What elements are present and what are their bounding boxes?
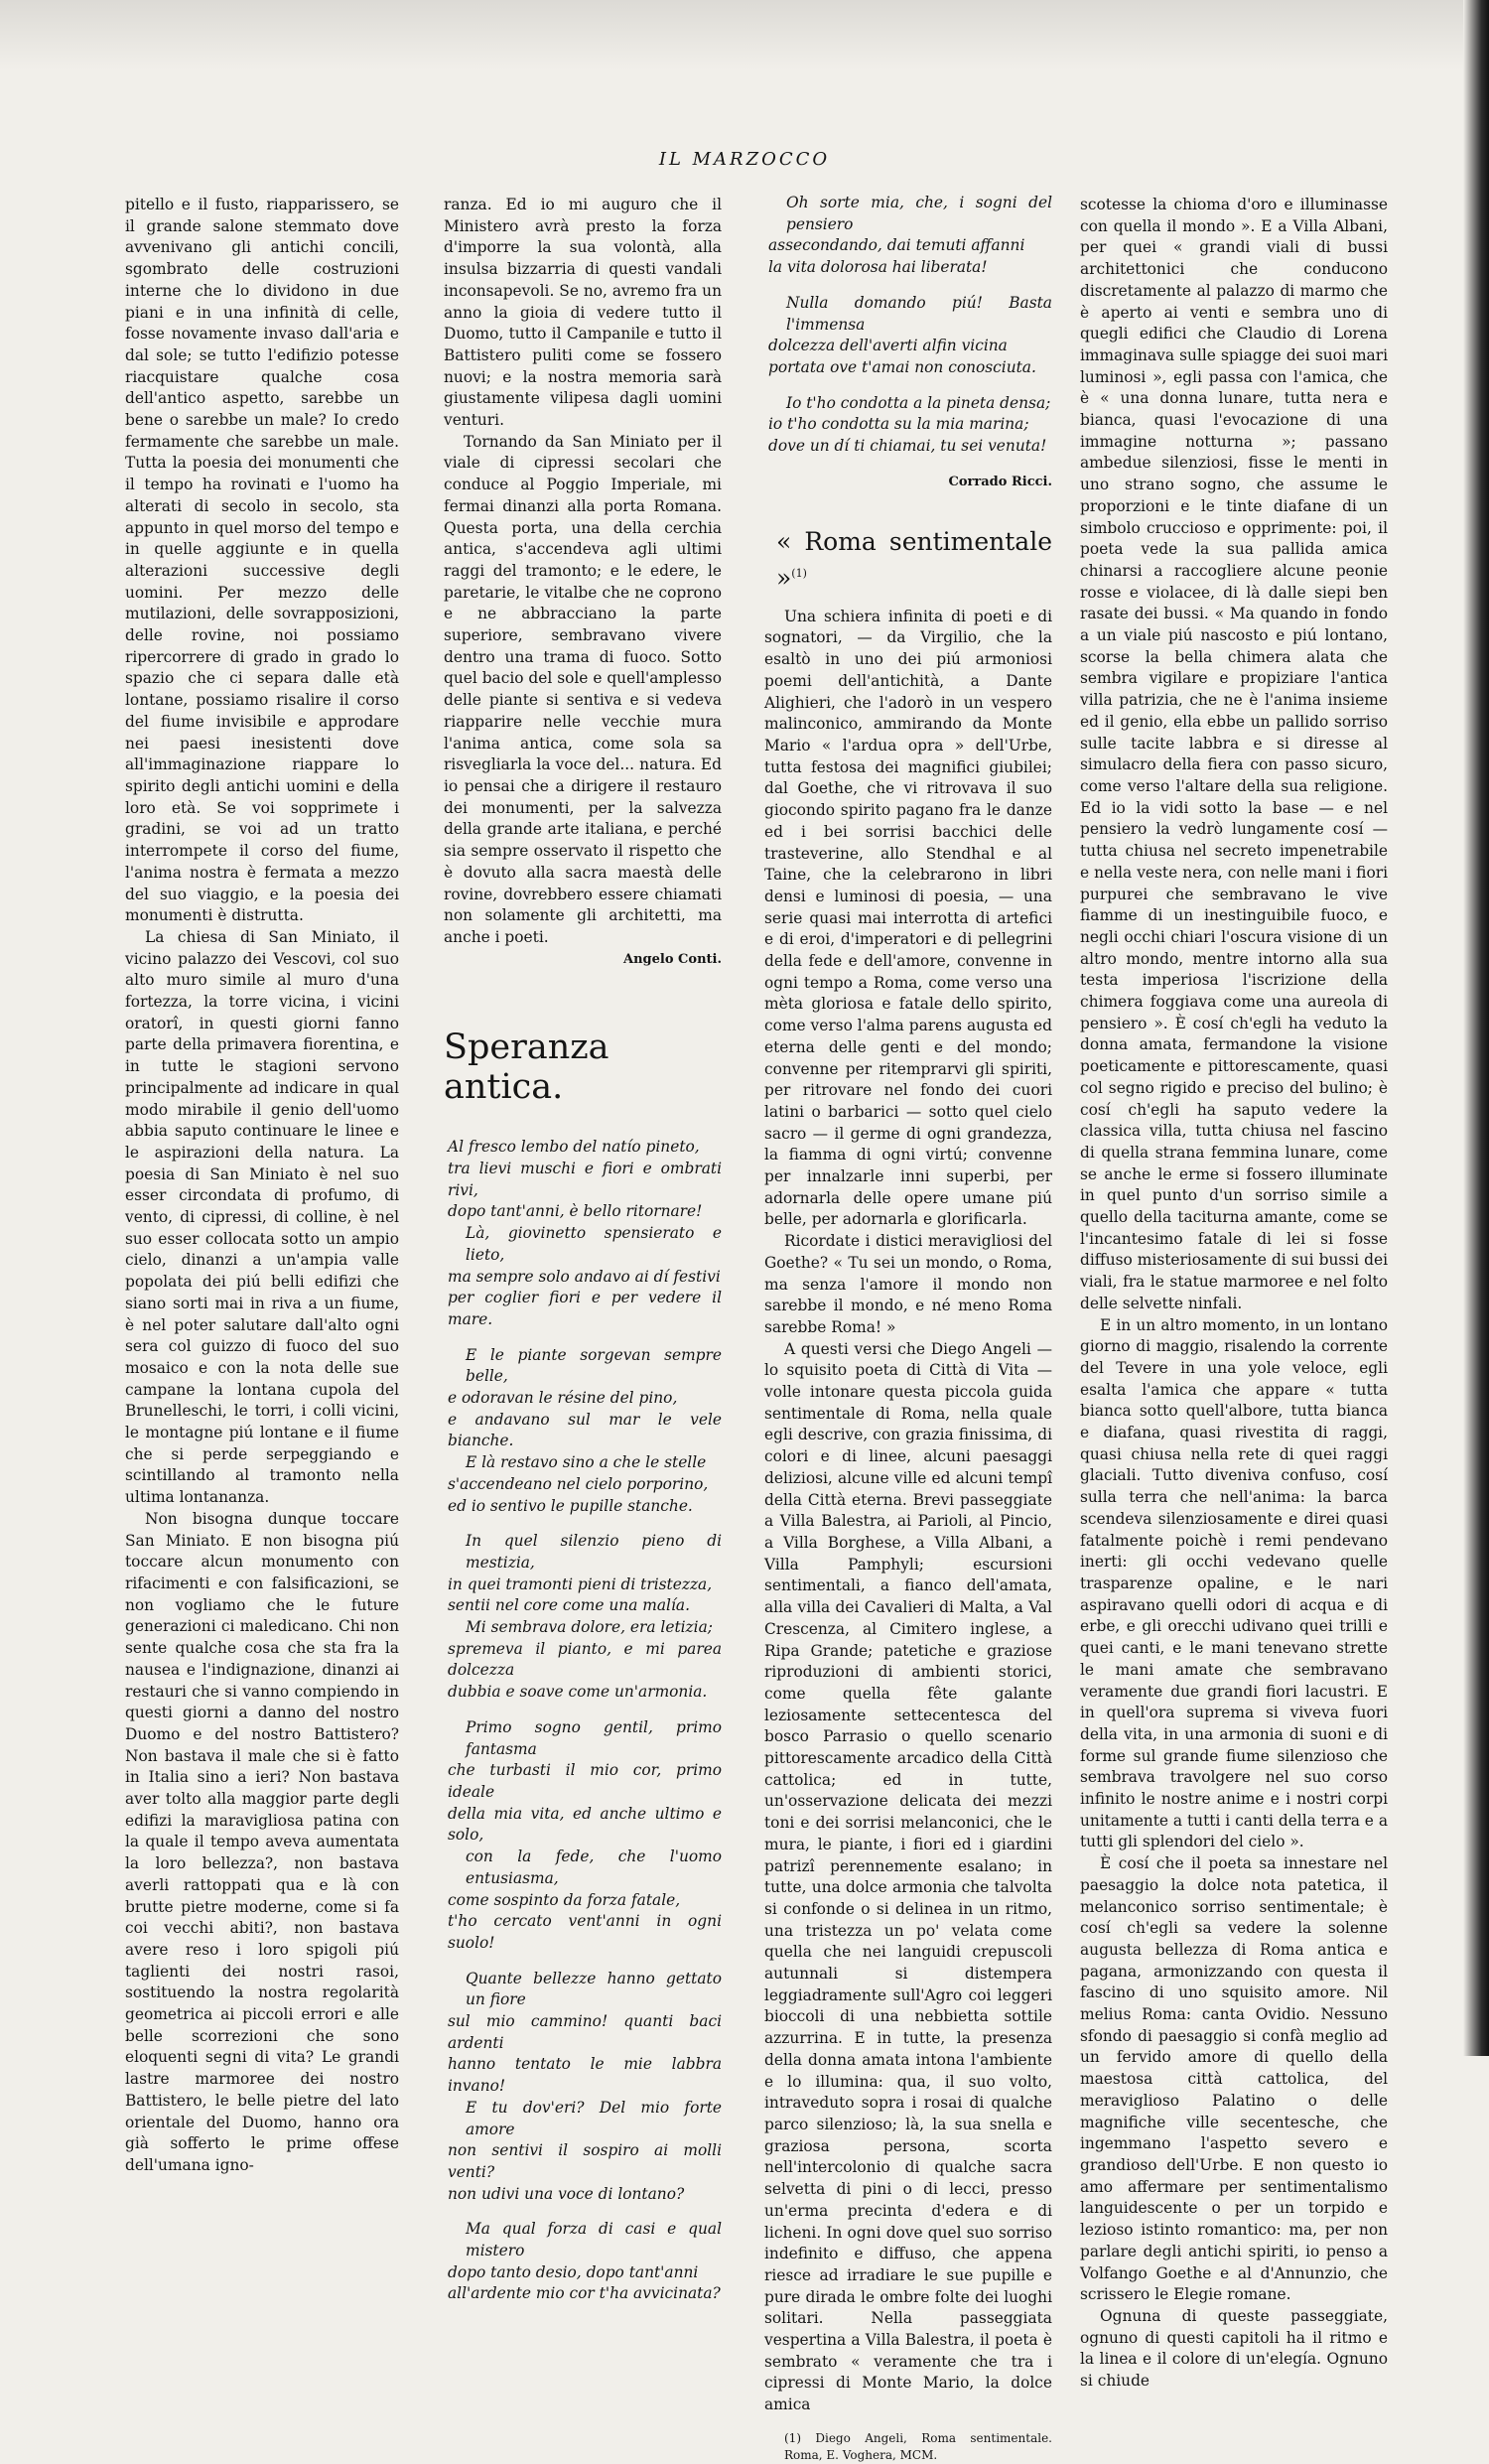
poem-line: ed io sentivo le pupille stanche. (448, 1496, 693, 1515)
poem-line: assecondando, dai temuti affanni (768, 236, 1025, 255)
paragraph: A questi versi che Diego Angeli — lo squisito poeta di Città di Vita — volle intonare questa piccola guida sentimentale di Roma, nella quale egli descrive, con grazia finissima, di colori e di linee, alcuni paesaggi deliziosi, alcune ville ed alcuni tempî della Città eterna. Brevi passeggiate a Villa Balestra, ai Parioli, al Pincio, a Villa Borghese, a Villa Albani, a Villa Pamphyli; escursioni sentimentali, a fianco dell'amata, alla villa dei Cavalieri di Malta, a Val Crescenza, al Cimitero inglese, a Ripa Grande; patetiche e graziose riproduzioni di ambienti storici, come quella fête galante leziosamente settecentesca del bosco Parrasio o quello scenario pittorescamente arcadico della Città cattolica; ed in tutte, un'osservazione delicata dei mezzi toni e dei sorrisi melanconici, che le mura, le piante, i fiori ed i giardini patrizî perennemente esalano; in tutte, una dolce armonia che talvolta si confonde o si delinea in un ritmo, una tristezza un po' velata come quella che nei languidi crepuscoli autunnali si distempera leggiadramente sull'Agro coi leggeri bioccoli di una nebbietta sottile azzurrina. E in tutte, la presenza della donna amata intona l'ambiente e lo illumina: qua, il suo volto, intraveduto sopra i rosai di qualche parco silenzioso; là, la sua snella e graziosa persona, scorta nell'intercolonio di qualche sacra selvetta di pini o di lecci, presso un'erma precinta d'edera e di licheni. In ogni dove quel suo sorriso indefinito e diffuso, che appena riesce ad irradiare le sue pupille e pure dirada le ombre folte dei luoghi solitari. Nella passeggiata vespertina a Villa Balestra, il poeta è sembrato « veramente che tra i cipressi di Monte Mario, la dolce amica (764, 1339, 1052, 2414)
poem-line: ma sempre solo andavo ai dí festivi (448, 1267, 721, 1286)
poem-stanza (448, 1717, 722, 1955)
poem-line: e andavano sul mar le vele bianche. (448, 1410, 722, 1450)
author-signature: Angelo Conti. (623, 951, 722, 967)
poem-continued (764, 193, 1052, 458)
poem-line: Io t'ho condotta a la pineta densa; (786, 393, 1051, 412)
masthead: IL MARZOCCO (658, 149, 831, 170)
poem-line: E tu dov'eri? Del mio forte amore (466, 2098, 722, 2138)
paragraph: E in un altro momento, in un lontano giorno di maggio, risalendo la corrente del Tevere in una yole veloce, egli esalta l'amica che appare « tutta bianca sotto quell'albore, tutta bianca e diafana, quasi rivestita di raggi, quasi chiusa nella rete di quei raggi glaciali. Tutto diveniva confuso, cosí sulla terra che nell'anima: la barca scendeva silenziosamente e direi quasi fatalmente poichè i remi pendevano inerti: gli occhi vedevano quelle trasparenze opaline, e le nari aspiravano quelli odori di acqua e di erbe, e gli orecchi udivano quei trilli e quei canti, e le mani tenevano strette le mani amate che sembravano veramente due grandi fiori lacustri. E in quell'ora suprema si viveva fuori della vita, in una armonia di suoni e di forme sul grande fiume silenzioso che sembrava travolgere nel suo corso infinito le nostre anime e i nostri corpi unitamente a tutti i canti della terra e a tutti gli splendori del cielo ». (1080, 1315, 1388, 1851)
footnote: (1) Diego Angeli, Roma sentimentale. Roma, E. Voghera, MCM. (784, 2430, 1052, 2462)
scan-edge-right (1463, 0, 1489, 2056)
poem-line: Al fresco lembo del natío pineto, (448, 1138, 700, 1157)
poem-line: s'accendeano nel cielo porporino, (448, 1474, 709, 1493)
poem-line: tra lievi muschi e fiori e ombrati rivi, (448, 1160, 722, 1199)
paragraph: Ognuna di queste passeggiate, ognuno di questi capitoli ha il ritmo e la linea e il colore di un'elegía. Ognuno si chiude (1080, 2306, 1388, 2391)
poem-line: dopo tanto desio, dopo tant'anni (448, 2262, 699, 2281)
poem-line: non udivi una voce di lontano? (448, 2184, 685, 2203)
poem-line: t'ho cercato vent'anni in ogni suolo! (448, 1912, 722, 1952)
paragraph: ranza. Ed io mi auguro che il Ministero avrà presto la forza d'imporre la sua volontà, alla insulsa bizzarria di questi vandali inconsapevoli. Se no, avremo fra un anno la gioia di vedere tutto il Duomo, tutto il Campanile e tutto il Battistero puliti come se fossero nuovi; e la nostra memoria sarà giustamente vilipesa dagli uomini venturi. (444, 196, 722, 430)
poem (444, 1137, 722, 2305)
poem-stanza (448, 2219, 722, 2305)
paragraph: È cosí che il poeta sa innestare nel paesaggio la dolce nota patetica, il melanconico sorriso sentimentale; è cosí ch'egli sa vedere la solenne augusta bellezza di Roma antica e pagana, armonizzando con questa il fascino di uno squisito amore. Nil melius Roma: canta Ovidio. Nessuno sfondo di paesaggio si confà meglio ad un fervido amore di quello della maestosa città cattolica, del meraviglioso Palatino o delle magnifiche ville secentesche, che ingemmano l'aspetto severo e grandioso dell'Urbe. E non questo io amo affermare per sentimentalismo languidescente o per un torpido e lezioso istinto romantico: ma, per non parlare degli antichi spiriti, io penso a Volfango Goethe e al d'Annunzio, che scrissero le Elegie romane. (1080, 1854, 1388, 2304)
poem-line: con la fede, che l'uomo entusiasma, (466, 1848, 722, 1887)
poem-stanza (448, 1345, 722, 1518)
poem-line: E le piante sorgevan sempre belle, (466, 1345, 722, 1386)
paragraph: La chiesa di San Miniato, il vicino palazzo dei Vescovi, col suo alto muro simile al muro d'una fortezza, la torre vicina, i vicini oratorî, in questi giorni fanno parte della primavera fiorentina, e in tutte le stagioni servono principalmente ad indicare in qual modo mirabile il genio dell'uomo abbia saputo continuare le linee e le aspirazioni della natura. La poesia di San Miniato è nel suo esser circondata di profumo, di vento, di cipressi, di colline, è nel suo esser collocata sotto un ampio cielo, dinanzi a un'ampia valle popolata dei piú belli edifizi che siano sorti mai in riva a un fiume, è nel poter salutare dall'alto ogni sera col guizzo di fuoco del suo mosaico e con la nota delle sue campane la lontana cupola del Brunelleschi, le torri, i colli vicini, le montagne piú lontane e il fiume che si perde serpeggiando e scintillando al tramonto nella ultima lontananza. (125, 927, 399, 1507)
poem-line: che turbasti il mio cor, primo ideale (448, 1761, 722, 1801)
footnote-marker: (1) (791, 567, 807, 581)
paragraph: Tornando da San Miniato per il viale di cipressi secolari che conduce al Poggio Imperiale, mi fermai dinanzi alla porta Romana. Questa porta, una della cerchia antica, s'accendeva agli ultimi raggi del tramonto; e le edere, le paretarie, le vitalbe che ne coprono e ne abbracciano la parte superiore, sembravano vivere dentro una trama di fuoco. Sotto quel bacio del sole e quell'amplesso delle piante si sentiva e si vedeva riapparire nelle vecchie mura l'anima antica, come sola sa risvegliarla la voce del... natura. Ed io pensai che a dirigere il restauro dei monumenti, per la salvezza della grande arte italiana, e perché sia sempre osservato il rispetto che è dovuto alla sacra maestà delle rovine, dovrebbero essere chiamati non solamente gli architetti, ma anche i poeti. (444, 432, 722, 946)
article-title: Speranza antica. (444, 1027, 609, 1108)
poem-line: della mia vita, ed anche ultimo e solo, (448, 1804, 722, 1845)
poem-stanza (768, 293, 1052, 379)
author-signature: Corrado Ricci. (948, 474, 1052, 489)
poem-line: Ma qual forza di casi e qual mistero (466, 2220, 722, 2260)
poem-line: In quel silenzio pieno di mestizia, (466, 1532, 722, 1572)
poem-line: e odoravan le résine del pino, (448, 1389, 678, 1408)
paragraph: pitello e il fusto, riapparissero, se il grande salone stemmato dove avvenivano gli antichi concili, sgombrato delle costruzioni interne che lo dividono in due piani e in una infinità di celle, fosse novamente invaso dall'aria e dal sole; se tutto l'edifizio potesse riacquistare qualche cosa dell'antico aspetto, sarebbe un bene o sarebbe un male? Io credo fermamente che sarebbe un male. Tutta la poesia dei monumenti che il tempo ha rovinati e l'uomo ha alterati di secolo in secolo, sta appunto in quel morso del tempo e in quelle aggiunte e in quella alterazioni successive degli uomini. Per mezzo delle mutilazioni, delle sovrapposizioni, delle rovine, noi possiamo ripercorrere di grado in grado lo spazio che ci separa dalle età lontane, possiamo risalire il corso del fiume invisibile e approdare nei paesi inesistenti dove all'immaginazione riappare lo spirito degli antichi uomini e della loro età. Se voi sopprimete i gradini, se voi ad un tratto interrompete il corso del fiume, l'anima nostra è fermata a mezzo del suo viaggio, e la poesia dei monumenti è distrutta. (125, 196, 399, 925)
poem-line: portata ove t'amai non conosciuta. (768, 357, 1036, 376)
poem-line: come sospinto da forza fatale, (448, 1890, 681, 1909)
poem-line: all'ardente mio cor t'ha avvicinata? (448, 2284, 721, 2303)
paragraph: Ricordate i distici meravigliosi del Goethe? « Tu sei un mondo, o Roma, ma senza l'amore il mondo non sarebbe il mondo, e né meno Roma sarebbe Roma! » (764, 1232, 1052, 1336)
poem-line: E là restavo sino a che le stelle (466, 1453, 707, 1472)
poem-line: spremeva il pianto, e mi parea dolcezza (448, 1639, 722, 1680)
poem-line: Nulla domando piú! Basta l'immensa (786, 293, 1052, 334)
poem-line: Primo sogno gentil, primo fantasma (466, 1717, 722, 1758)
column-3 (764, 195, 1052, 2464)
poem-line: dove un dí ti chiamai, tu sei venuta! (768, 437, 1047, 456)
paragraph: Non bisogna dunque toccare San Miniato. E non bisogna piú toccare alcun monumento con rifacimenti e con falsificazioni, se non vogliamo che le future generazioni ci maledicano. Chi non sente qualche cosa che sta fra la nausea e l'indignazione, dinanzi ai restauri che si vanno compiendo in questi giorni a danno del nostro Duomo e del nostro Battistero? Non bastava il male che si è fatto in Italia sino a ieri? Non bastava aver tolto alla maggior parte degli edifizi la maravigliosa patina con la quale il tempo aveva aumentata la loro bellezza?, non bastava averli rattoppati qua e là con brutte pietre moderne, come si fa coi vecchi abiti?, non bastava avere reso i loro spigoli piú taglienti dei nostri rasoi, sostituendo la nostra regolarità geometrica ai piccoli errori e alle belle scorrezioni che sono eloquenti segni di vita? Le grandi lastre marmoree dei nostro Battistero, le belle pietre del lato orientale del Duomo, hanno ora già sofferto le prime offese dell'umana igno- (125, 1509, 399, 2174)
poem-line: in quei tramonti pieni di tristezza, (448, 1574, 713, 1593)
poem-line: sentii nel core come una malía. (448, 1596, 690, 1615)
column-2 (444, 195, 722, 2319)
poem-stanza (448, 1137, 722, 1330)
article-title-text: « Roma sentimentale » (776, 527, 1052, 593)
poem-line: non sentivi il sospiro ai molli venti? (448, 2141, 722, 2181)
poem-line: sul mio cammino! quanti baci ardenti (448, 2012, 722, 2052)
poem-line: dopo tant'anni, è bello ritornare! (448, 1202, 703, 1221)
poem-line: Mi sembrava dolore, era letizia; (466, 1618, 713, 1637)
poem-stanza (448, 1531, 722, 1704)
paragraph: Una schiera infinita di poeti e di sognatori, — da Virgilio, che la esaltò in uno dei piú armoniosi poemi dell'antichità, a Dante Alighieri, che l'adorò in un vespero malinconico, ammirando da Monte Mario « l'ardua opra » dell'Urbe, tutta festosa dei magnifici giubilei; dal Goethe, che vi ritrovava il suo giocondo spirito pagano fra le danze ed i bei sorrisi bacchici delle trasteverine, allo Stendhal e al Taine, che la celebrarono in libri densi e luminosi di poesia, — una serie quasi mai interrotta di artefici e di eroi, d'imperatori e di pellegrini della fede e dell'amore, convenne in ogni tempo a Roma, come verso una mèta gloriosa e fatale dello spirito, come verso l'alma parens augusta ed eterna delle genti e del mondo; convenne per ritemprarvi gli spiriti, per ritrovare nel fondo dei cuori latini o barbarici — sotto quel cielo sacro — il germe di ogni grandezza, la fiamma di ogni virtú; convenne per innalzarle inni superbi, per adornarla delle opere umane piú belle, per adornarla e glorificarla. (764, 607, 1052, 1229)
column-4 (1080, 195, 1388, 2393)
paragraph: scotesse la chioma d'oro e illuminasse con quella il mondo ». E a Villa Albani, per quei « grandi viali di bussi architettonici che conducono discretamente al palazzo di marmo che è aperto ai venti e sembra uno di quegli edifici che Claudio di Lorena immaginava sulle spiagge dei suoi mari luminosi », egli passa con l'amica, che è « una donna lunare, tutta nera e bianca, quasi l'evocazione di una immagine notturna »; passano ambedue silenziosi, fisse le menti in uno strano sogno, che assume le proporzioni e le tinte diafane di un simbolo cruccioso e opprimente: poi, il poeta vede la sua pallida amica chinarsi a raccogliere alcune peonie rosse e violacee, di là dalle siepi ben rasate dei bussi. « Ma quando in fondo a un viale piú nascosto e piú lontano, scorse la bella chimera alata che sembra vigilare e propiziare l'antica villa patrizia, che ne è l'anima insieme ed il genio, ella ebbe un pallido sorriso sulle tacite labbra e si diresse al simulacro della fiera con passo sicuro, come verso l'altare della sua religione. Ed io la vidi sotto la base — e nel pensiero la vedrò lungamente cosí — tutta chiusa nel secreto impenetrabile e nella veste nera, con nelle mani i fiori purpurei che sembravano le vive fiamme di un inestinguibile fuoco, e negli occhi chiari l'oscura visione di un altro mondo, mentre intorno alla sua testa imperiosa l'iscrizione della chimera foggiava come una aureola di pensiero ». È cosí ch'egli ha veduto la donna amata, fermandone la visione poeticamente e pittorescamente, quasi col segno rigido e preciso del bulino; è cosí ch'egli ha saputo vedere la classica villa, tutta chiusa nel fascino di quella strana femmina lunare, come se anche le erme si fossero illuminate in quel punto d'un sorriso simile a quello della taciturna amante, come se l'incantesimo fatale di lei si fosse diffuso misteriosamente di sui bussi dei viali, fra le statue marmoree e nel folto delle selvette ninfali. (1080, 196, 1388, 1312)
scan-shadow-top (0, 0, 1489, 69)
article-title (776, 526, 1052, 594)
poem-line: hanno tentato le mie labbra invano! (448, 2055, 722, 2096)
poem-line: Là, giovinetto spensierato e lieto, (466, 1224, 722, 1264)
poem-stanza (768, 193, 1052, 279)
poem-line: io t'ho condotta su la mia marina; (768, 415, 1029, 434)
poem-line: per coglier fiori e per vedere il mare. (448, 1289, 722, 1328)
poem-line: Quante bellezze hanno gettato un fiore (466, 1969, 722, 2009)
poem-line: Oh sorte mia, che, i sogni del pensiero (786, 194, 1052, 233)
column-1 (125, 195, 399, 2177)
poem-line: dubbia e soave come un'armonia. (448, 1683, 708, 1702)
poem-stanza (768, 393, 1052, 458)
poem-stanza (448, 1969, 722, 2206)
poem-line: dolcezza dell'averti alfin vicina (768, 337, 1008, 355)
poem-line: la vita dolorosa hai liberata! (768, 258, 988, 277)
